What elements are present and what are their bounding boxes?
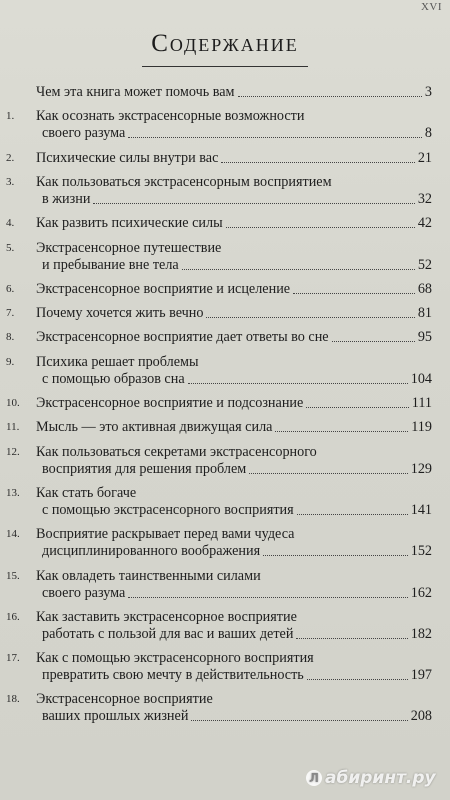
watermark-text: абиринт.ру [325,768,436,788]
entry-number: 16. [6,610,20,623]
entry-number: 10. [6,397,20,409]
entry-line: Как овладеть таинственными силами [36,567,261,584]
entry-number: 15. [6,569,20,582]
entry-page-number: 208 [410,708,432,725]
toc-entry[interactable] [0,240,450,274]
entry-line [42,125,432,142]
entry-line: Как пользоваться секретами экстрасенсорного [36,443,317,460]
entry-line: Как заставить экстрасенсорное восприятие [36,608,297,625]
entry-number: 9. [6,355,15,368]
entry-page-number: 141 [410,501,432,518]
entry-text: с помощью экстрасенсорного восприятия [42,501,294,518]
toc-entry[interactable] [0,354,450,388]
entry-text: Экстрасенсорное восприятие и исцеление [36,280,291,297]
entry-page-number: 197 [410,667,432,684]
entry-text: восприятия для решения проблем [42,460,247,477]
entry-number: 5. [6,241,15,254]
page-number: XVI [420,1,442,13]
entry-line: Экстрасенсорное путешествие [36,239,222,256]
entry-line [42,257,432,274]
entry-line [36,215,432,232]
entry-page-number: 95 [417,329,432,346]
entry-line [36,84,432,101]
entry-number: 4. [6,217,15,230]
entry-line [42,371,432,388]
leader-dots [263,555,408,556]
leader-dots [275,431,408,432]
entry-line: Как осознать экстрасенсорные возможности [36,108,305,125]
entry-line [36,281,432,298]
entry-line: Как с помощью экстрасенсорного восприятия [36,650,314,667]
toc-entry-intro[interactable] [0,84,450,101]
entry-line [42,191,432,208]
toc-entry[interactable] [0,305,450,322]
entry-page-number: 42 [417,215,432,232]
entry-text: ваших прошлых жизней [42,708,189,725]
entry-text: своего разума [42,584,126,601]
toc-entry[interactable] [0,329,450,346]
labirint-logo-icon: Л [306,770,322,786]
entry-line: Как пользоваться экстрасенсорным восприятием [36,173,332,190]
entry-number: 6. [6,282,15,295]
entry-page-number: 8 [424,125,432,142]
entry-line: Как стать богаче [36,484,137,501]
toc-entry[interactable] [0,419,450,436]
toc-entry[interactable] [0,395,450,412]
entry-page-number: 52 [417,256,432,273]
entry-line [42,543,432,560]
toc-entry[interactable] [0,215,450,232]
toc-entry[interactable] [0,526,450,560]
title-underline [142,66,308,67]
entry-text: своего разума [42,125,126,142]
leader-dots [206,317,414,318]
entry-page-number: 68 [417,280,432,297]
leader-dots [332,341,415,342]
entry-line [42,585,432,602]
entry-text: превратить свою мечту в действительность [42,667,304,684]
leader-dots [221,162,414,163]
entry-line [36,419,432,436]
entry-number: 18. [6,693,20,706]
entry-line: Восприятие раскрывает перед вами чудеса [36,526,295,543]
entry-page-number: 111 [411,395,432,411]
entry-text: с помощью образов сна [42,370,185,387]
entry-line [42,626,432,643]
leader-dots [188,383,408,384]
entry-page-number: 129 [410,460,432,477]
entry-text: Экстрасенсорное восприятие дает ответы во сне [36,329,329,346]
entry-page-number: 182 [410,625,432,642]
entry-line [36,329,432,346]
entry-number: 8. [6,331,15,344]
leader-dots [128,137,422,138]
entry-line [36,305,432,322]
entry-page-number: 119 [411,419,432,436]
entry-number: 11. [6,421,20,434]
entry-page-number: 32 [417,190,432,207]
toc-entry[interactable] [0,108,450,142]
entry-number: 7. [6,307,15,320]
entry-number: 1. [6,110,15,123]
leader-dots [306,407,408,408]
entry-page-number: 3 [424,84,432,100]
leader-dots [297,514,408,515]
toc-entry[interactable] [0,691,450,725]
leader-dots [249,473,407,474]
entry-text: работать с пользой для вас и ваших детей [42,625,294,642]
entry-text: Как развить психические силы [36,215,223,232]
leader-dots [226,227,415,228]
entry-number: 12. [6,445,20,458]
leader-dots [182,269,415,270]
entry-text: Психические силы внутри вас [36,149,219,166]
entry-text: Экстрасенсорное восприятие и подсознание [36,395,304,411]
toc-entry[interactable] [0,281,450,298]
toc-entry[interactable] [0,568,450,602]
entry-line: Экстрасенсорное восприятие [36,691,213,708]
entry-text: и пребывание вне тела [42,256,179,273]
toc-entry[interactable] [0,609,450,643]
entry-page-number: 21 [417,149,432,166]
entry-text: Почему хочется жить вечно [36,305,204,322]
entry-line [42,502,432,519]
entry-text: Мысль — это активная движущая сила [36,419,273,436]
entry-number: 3. [6,175,15,188]
entry-text: в жизни [42,190,91,207]
entry-number: 2. [6,151,15,164]
toc-entry[interactable] [0,150,450,167]
entry-line [42,461,432,478]
leader-dots [128,597,407,598]
page-title: Содержание [151,30,299,57]
leader-dots [191,720,407,721]
leader-dots [307,679,408,680]
toc-entry[interactable] [0,650,450,684]
entry-text: дисциплинированного воображения [42,543,261,560]
leader-dots [293,293,415,294]
entry-line [42,708,432,725]
entry-line: Психика решает проблемы [36,353,199,370]
entry-line [36,150,432,167]
toc-entry[interactable] [0,485,450,519]
leader-dots [93,203,414,204]
entry-line [36,395,432,412]
leader-dots [296,638,407,639]
entry-page-number: 104 [410,370,432,387]
entry-number: 17. [6,652,20,665]
toc-entry[interactable] [0,444,450,478]
entry-line [42,667,432,684]
entry-page-number: 81 [417,305,432,322]
watermark-logo [306,768,436,788]
entry-number: 13. [6,486,20,499]
entry-number: 14. [6,528,20,541]
entry-page-number: 152 [410,543,432,560]
toc-entry[interactable] [0,174,450,208]
entry-text: Чем эта книга может помочь вам [36,84,235,100]
leader-dots [238,96,422,97]
entry-page-number: 162 [410,584,432,601]
